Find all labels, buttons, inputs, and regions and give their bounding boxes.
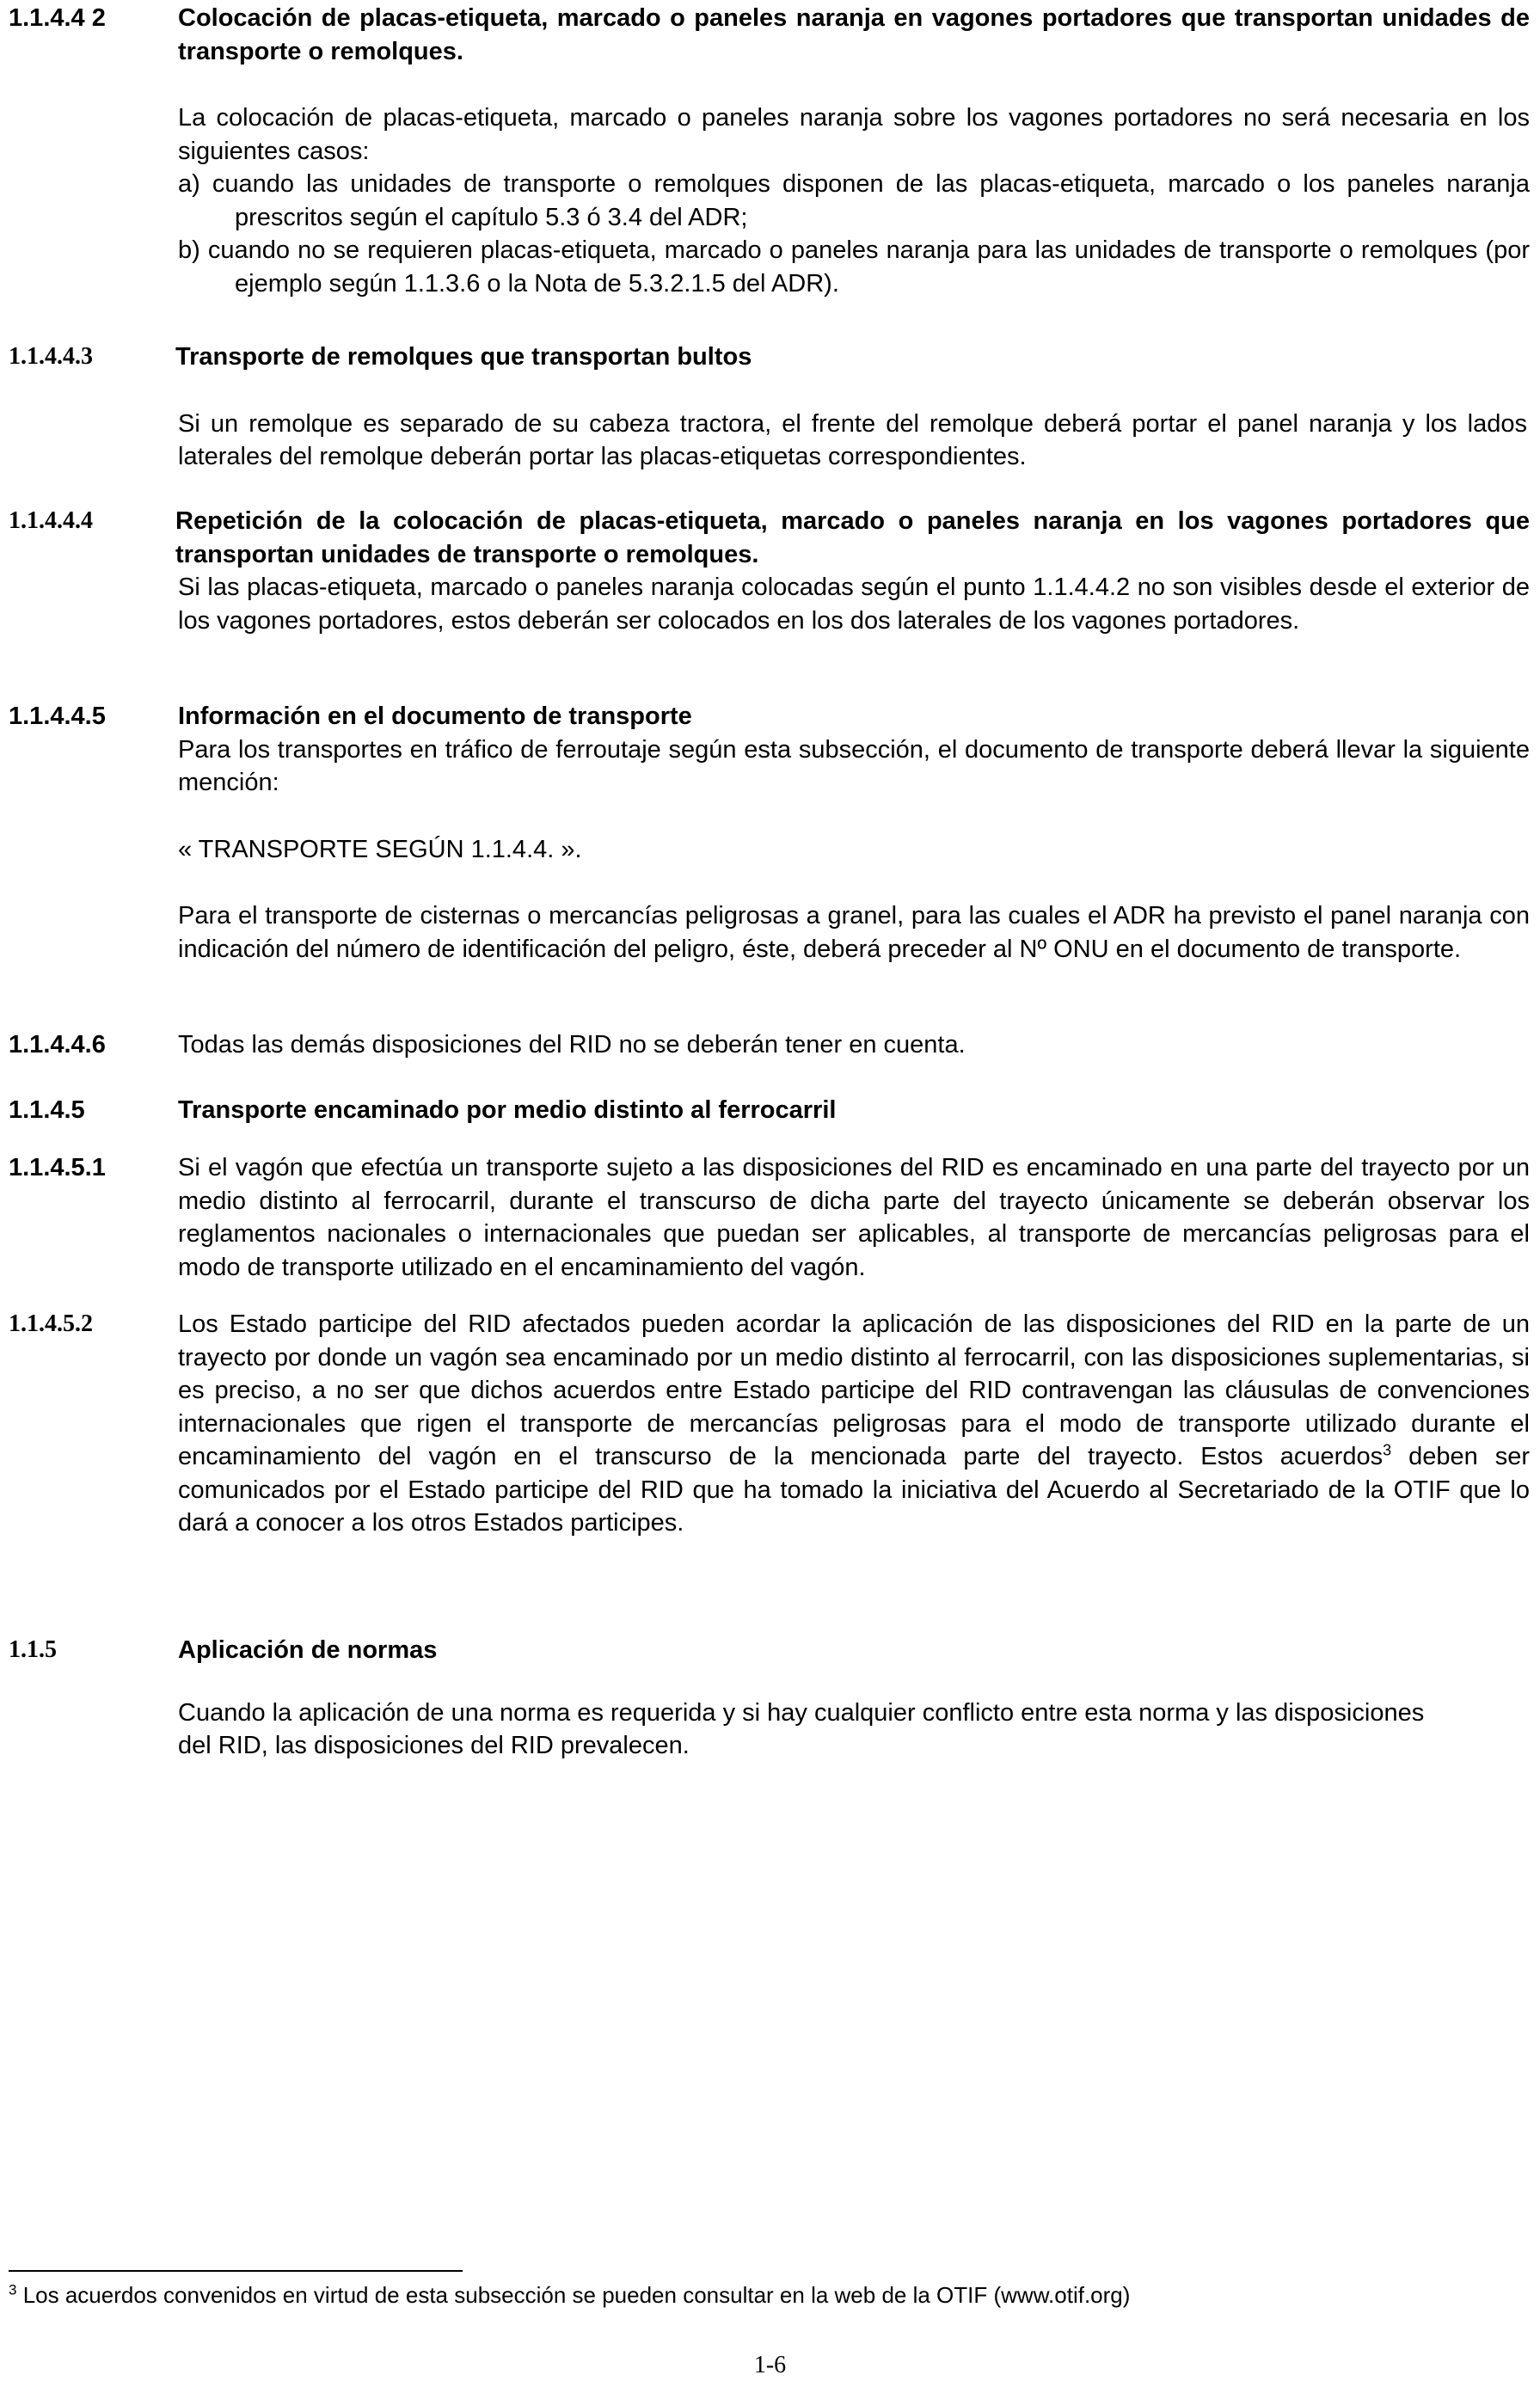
section-number: 1.1.4.4.6	[9, 1031, 106, 1059]
section-heading: Transporte de remolques que transportan bultos	[175, 343, 752, 371]
section-body	[178, 700, 1530, 966]
section-body	[178, 1028, 1530, 1062]
footnote-reference[interactable]: 3	[1383, 1441, 1392, 1459]
section-text: Si las placas-etiqueta, marcado o paneles naranja colocadas según el punto 1.1.4.4.2 no son visibles desde el exterior de los vagones portadores, estos deberán ser colocados en los dos laterales de los vagones portadores.	[178, 574, 1530, 635]
section-text: Cuando la aplicación de una norma es requerida y si hay cualquier conflicto entre esta norma y las disposiciones del RID, las disposiciones del RID prevalecen.	[178, 1698, 1425, 1759]
section-number: 1.1.4.4.4	[9, 507, 93, 534]
footnote	[9, 2280, 1522, 2310]
section-text	[178, 1308, 1530, 1540]
footnote-marker: 3	[9, 2281, 17, 2298]
footnote-separator	[9, 2270, 463, 2272]
section-heading: Repetición de la colocación de placas-etiqueta, marcado o paneles naranja en los vagones portadores que transportan unidades de transporte o remolques.	[175, 507, 1530, 568]
page-number: 1-6	[753, 2352, 787, 2378]
list-item-b: b) cuando no se requieren placas-etiqueta, marcado o paneles naranja para las unidades de transporte o remolques (por ejemplo según 1.1.3.6 o la Nota de 5.3.2.1.5 del ADR).	[178, 236, 1530, 298]
section-number: 1.1.4.5	[9, 1096, 85, 1124]
section-body	[178, 1634, 1530, 1763]
section-text: Todas las demás disposiciones del RID no se deberán tener en cuenta.	[178, 1031, 966, 1059]
section-intro: La colocación de placas-etiqueta, marcado o paneles naranja sobre los vagones portadores no será necesaria en los siguientes casos:	[178, 104, 1530, 165]
section-text: Si un remolque es separado de su cabeza tractora, el frente del remolque deberá portar el panel naranja y los lados laterales del remolque deberán portar las placas-etiquetas correspondientes.	[178, 409, 1527, 470]
section-text-part2: deben ser comunicados por el Estado participe del RID que ha tomado la iniciativa del Acuerdo al Secretariado de la OTIF que lo dará a conocer a los otros Estados participes.	[178, 1443, 1530, 1537]
footnote-text: Los acuerdos convenidos en virtud de esta subsección se pueden consultar en la web de la OTIF (www.otif.org)	[16, 2282, 1131, 2308]
section-number: 1.1.4.5.1	[9, 1154, 106, 1181]
section-number: 1.1.4.4 2	[9, 4, 106, 32]
list-item-a: a) cuando las unidades de transporte o remolques disponen de las placas-etiqueta, marcado o los paneles naranja prescritos según el capítulo 5.3 ó 3.4 del ADR;	[178, 170, 1530, 231]
section-text-2: Para el transporte de cisternas o mercancías peligrosas a granel, para las cuales el ADR ha previsto el panel naranja con indicación del número de identificación del peligro, éste, deberá preceder al Nº ONU en el documento de transporte.	[178, 902, 1530, 963]
section-text-part1: Los Estado participe del RID afectados pueden acordar la aplicación de las disposiciones del RID en la parte de un trayecto por donde un vagón sea encaminado por un medio distinto al ferrocarril, con las disposiciones suplementarias, si es preciso, a no ser que dichos acuerdos entre Estado participe del RID contravengan las cláusulas de convenciones internacionales que rigen el transporte de mercancías peligrosas para el modo de transporte utilizado durante el encaminamiento del vagón en el transcurso de la mencionada parte del trayecto. Estos acuerdos	[178, 1310, 1530, 1470]
section-heading: Información en el documento de transporte	[178, 703, 692, 730]
section-number: 1.1.4.4.5	[9, 703, 106, 730]
section-text: Si el vagón que efectúa un transporte sujeto a las disposiciones del RID es encaminado en una parte del trayecto por un medio distinto al ferrocarril, durante el transcurso de dicha parte del trayecto únicamente se deberán observar los reglamentos nacionales o internacionales que puedan ser aplicables, al transporte de mercancías peligrosas para el modo de transporte utilizado en el encaminamiento del vagón.	[178, 1154, 1530, 1281]
section-number: 1.1.4.4.3	[9, 343, 93, 370]
section-heading: Colocación de placas-etiqueta, marcado o paneles naranja en vagones portadores que transportan unidades de transporte o remolques.	[178, 4, 1530, 65]
quoted-mention: « TRANSPORTE SEGÚN 1.1.4.4. ».	[178, 835, 582, 863]
section-body	[178, 2, 1530, 300]
section-number: 1.1.5	[9, 1636, 57, 1663]
section-body	[175, 341, 1527, 474]
section-text: Para los transportes en tráfico de ferroutaje según esta subsección, el documento de transporte deberá llevar la siguiente mención:	[178, 735, 1530, 796]
section-body	[178, 1308, 1530, 1540]
section-body	[175, 505, 1530, 637]
section-number: 1.1.4.5.2	[9, 1310, 93, 1337]
section-heading: Aplicación de normas	[178, 1636, 438, 1664]
section-body	[178, 1094, 1530, 1127]
section-heading: Transporte encaminado por medio distinto al ferrocarril	[178, 1096, 837, 1124]
section-body	[178, 1151, 1530, 1284]
